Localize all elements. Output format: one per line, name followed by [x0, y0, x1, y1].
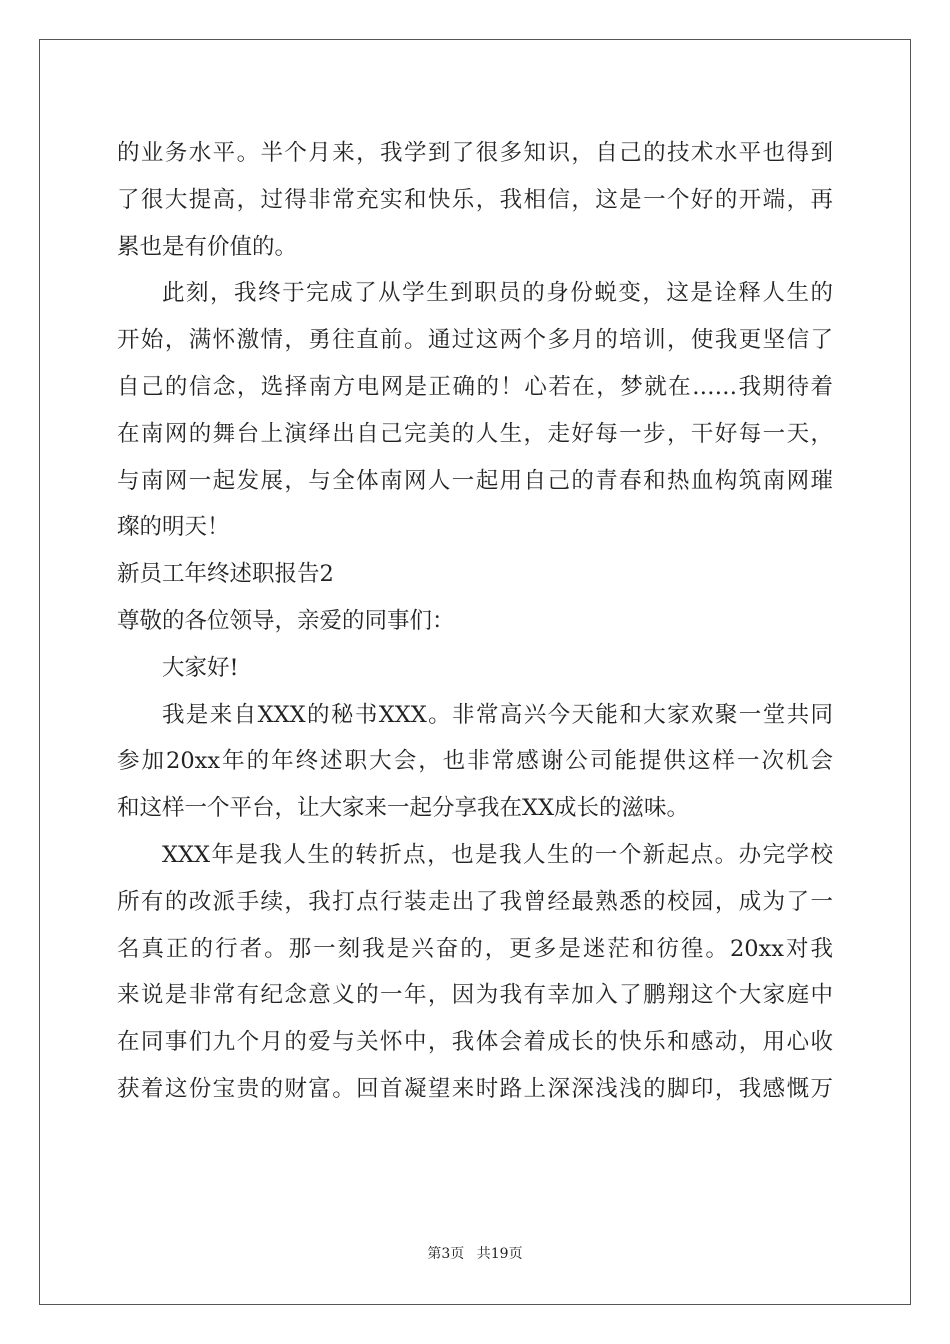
text-line: 我是来自XXX的秘书XXX。非常高兴今天能和大家欢聚一堂共同: [162, 701, 833, 728]
text-line: 了很大提高，过得非常充实和快乐，我相信，这是一个好的开端，再: [117, 186, 833, 213]
page-total: 共19页: [476, 1246, 523, 1262]
text-line: 获着这份宝贵的财富。回首凝望来时路上深深浅浅的脚印，我感慨万: [117, 1075, 833, 1102]
text-line: 开始，满怀激情，勇往直前。通过这两个多月的培训，使我更坚信了: [117, 327, 833, 354]
text-line: 的业务水平。半个月来，我学到了很多知识，自己的技术水平也得到: [117, 140, 833, 166]
text-line: 在南网的舞台上演绎出自己完美的人生，走好每一步，干好每一天，: [117, 420, 833, 447]
text-line: 璨的明天！: [117, 514, 230, 541]
paragraph: [117, 270, 833, 551]
greeting: 大家好!: [162, 654, 239, 681]
text-line: 来说是非常有纪念意义的一年，因为我有幸加入了鹏翔这个大家庭中: [117, 982, 833, 1009]
text-line: 自己的信念，选择南方电网是正确的！心若在，梦就在……我期待着: [117, 373, 833, 400]
page-number: 第3页: [427, 1246, 465, 1262]
paragraph: [117, 832, 833, 1113]
text-line: 参加20xx年的年终述职大会，也非常感谢公司能提供这样一次机会: [117, 748, 833, 775]
text-line: 在同事们九个月的爱与关怀中，我体会着成长的快乐和感动，用心收: [117, 1029, 833, 1056]
text-line: 累也是有价值的。: [117, 233, 298, 260]
text-line: 和这样一个平台，让大家来一起分享我在XX成长的滋味。: [117, 795, 690, 822]
paragraph: [117, 130, 833, 270]
text-line: 此刻，我终于完成了从学生到职员的身份蜕变，这是诠释人生的: [162, 280, 833, 307]
text-line: 与南网一起发展，与全体南网人一起用自己的青春和热血构筑南网璀: [117, 467, 833, 494]
text-line: XXX年是我人生的转折点，也是我人生的一个新起点。办完学校: [162, 841, 833, 868]
text-line: 所有的改派手续，我打点行装走出了我曾经最熟悉的校园，成为了一: [117, 888, 833, 915]
page-footer: [0, 1243, 950, 1263]
section-heading: 新员工年终述职报告2: [117, 561, 334, 588]
document-body: [117, 130, 833, 1113]
text-line: 名真正的行者。那一刻我是兴奋的，更多是迷茫和彷徨。20xx对我: [117, 935, 833, 962]
salutation: 尊敬的各位领导，亲爱的同事们：: [117, 607, 455, 634]
paragraph: [117, 692, 833, 832]
